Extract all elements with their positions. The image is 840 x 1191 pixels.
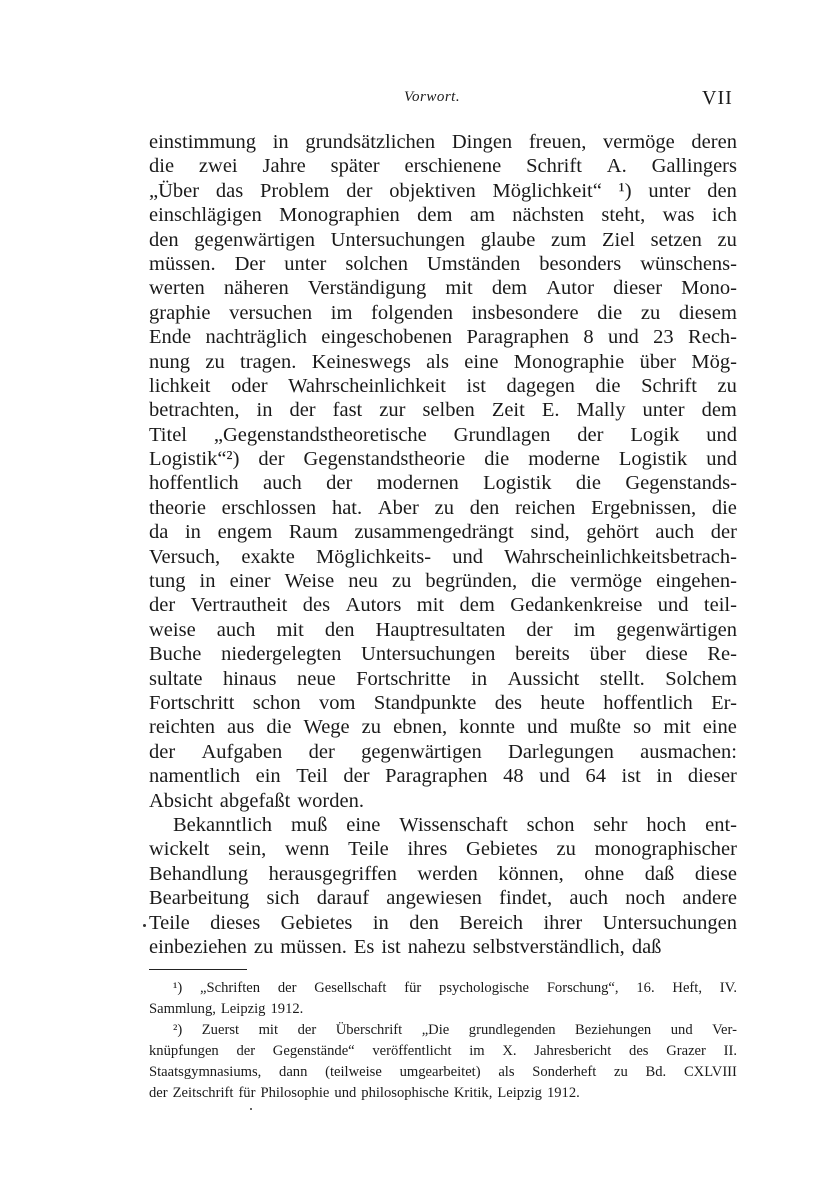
text-line: betrachten, in der fast zur selben Zeit E. Mally unter dem bbox=[149, 399, 737, 422]
footnote-line: Staatsgymnasiums, dann (teilweise umgearbeitet) als Sonderheft zu Bd. CXLVIII bbox=[149, 1064, 737, 1080]
text-line: Fortschritt schon vom Standpunkte des heute hoffentlich Er- bbox=[149, 691, 737, 714]
text-line: Teile dieses Gebietes in den Bereich ihrer Untersuchungen bbox=[149, 911, 737, 934]
text-line: Bekanntlich muß eine Wissenschaft schon sehr hoch ent- bbox=[173, 813, 737, 836]
text-line: Buche niedergelegten Untersuchungen bereits über diese Re- bbox=[149, 643, 737, 666]
text-line: die zwei Jahre später erschienene Schrift A. Gallingers bbox=[149, 155, 737, 178]
text-line: Ende nachträglich eingeschobenen Paragraphen 8 und 23 Rech- bbox=[149, 326, 737, 349]
footnotes bbox=[149, 978, 737, 1104]
text-line: Versuch, exakte Möglichkeits- und Wahrscheinlichkeitsbetrach- bbox=[149, 545, 737, 568]
text-line: da in engem Raum zusammengedrängt sind, gehört auch der bbox=[149, 521, 737, 544]
text-line: namentlich ein Teil der Paragraphen 48 und 64 ist in dieser bbox=[149, 765, 737, 788]
text-line: Logistik“²) der Gegenstandstheorie die moderne Logistik und bbox=[149, 448, 737, 471]
text-line: den gegenwärtigen Untersuchungen glaube zum Ziel setzen zu bbox=[149, 228, 737, 251]
footnote-rule bbox=[149, 969, 247, 970]
text-line: hoffentlich auch der modernen Logistik die Gegenstands- bbox=[149, 472, 737, 495]
text-line: einschlägigen Monographien dem am nächsten steht, was ich bbox=[149, 204, 737, 227]
footnote-line: Sammlung, Leipzig 1912. bbox=[149, 1001, 304, 1017]
text-line: einstimmung in grundsätzlichen Dingen freuen, vermöge deren bbox=[149, 131, 737, 153]
text-line: reichten aus die Wege zu ebnen, konnte und mußte so mit eine bbox=[149, 716, 737, 739]
text-line: weise auch mit den Hauptresultaten der im gegenwärtigen bbox=[149, 618, 737, 641]
footnote-line: ²) Zuerst mit der Überschrift „Die grundlegenden Beziehungen und Ver- bbox=[173, 1022, 737, 1038]
text-line: sultate hinaus neue Fortschritte in Aussicht stellt. Solchem bbox=[149, 667, 737, 690]
print-speck bbox=[143, 924, 146, 927]
running-title: Vorwort. bbox=[404, 89, 461, 105]
text-line: „Über das Problem der objektiven Möglichkeit“ ¹) unter den bbox=[149, 179, 737, 202]
text-line: Titel „Gegenstandstheoretische Grundlagen der Logik und bbox=[149, 423, 737, 446]
page-number: VII bbox=[702, 87, 733, 109]
text-line: Absicht abgefaßt worden. bbox=[149, 789, 364, 812]
text-line: der Vertrautheit des Autors mit dem Gedankenkreise und teil- bbox=[149, 594, 737, 617]
footnote-line: knüpfungen der Gegenstände“ veröffentlicht im X. Jahresbericht des Grazer II. bbox=[149, 1043, 737, 1059]
text-line: nung zu tragen. Keineswegs als eine Monographie über Mög- bbox=[149, 350, 737, 373]
body-text bbox=[149, 130, 737, 959]
footnote-line: ¹) „Schriften der Gesellschaft für psychologische Forschung“, 16. Heft, IV. bbox=[173, 980, 737, 996]
text-line: einbeziehen zu müssen. Es ist nahezu selbstverständlich, daß bbox=[149, 935, 662, 958]
text-line: Bearbeitung sich darauf angewiesen findet, auch noch andere bbox=[149, 887, 737, 910]
text-line: wickelt sein, wenn Teile ihres Gebietes zu monographischer bbox=[149, 838, 737, 861]
text-line: theorie erschlossen hat. Aber zu den reichen Ergebnissen, die bbox=[149, 496, 737, 519]
text-line: lichkeit oder Wahrscheinlichkeit ist dagegen die Schrift zu bbox=[149, 374, 737, 397]
text-line: werten näheren Verständigung mit dem Autor dieser Mono- bbox=[149, 277, 737, 300]
text-line: Behandlung herausgegriffen werden können, ohne daß diese bbox=[149, 862, 737, 885]
footnote-line: der Zeitschrift für Philosophie und philosophische Kritik, Leipzig 1912. bbox=[149, 1085, 580, 1101]
text-line: müssen. Der unter solchen Umständen besonders wünschens- bbox=[149, 252, 737, 275]
text-line: tung in einer Weise neu zu begründen, die vermöge eingehen- bbox=[149, 570, 737, 593]
print-speck bbox=[250, 1108, 252, 1110]
text-line: graphie versuchen im folgenden insbesondere die zu diesem bbox=[149, 301, 737, 324]
text-line: der Aufgaben der gegenwärtigen Darlegungen ausmachen: bbox=[149, 740, 737, 763]
